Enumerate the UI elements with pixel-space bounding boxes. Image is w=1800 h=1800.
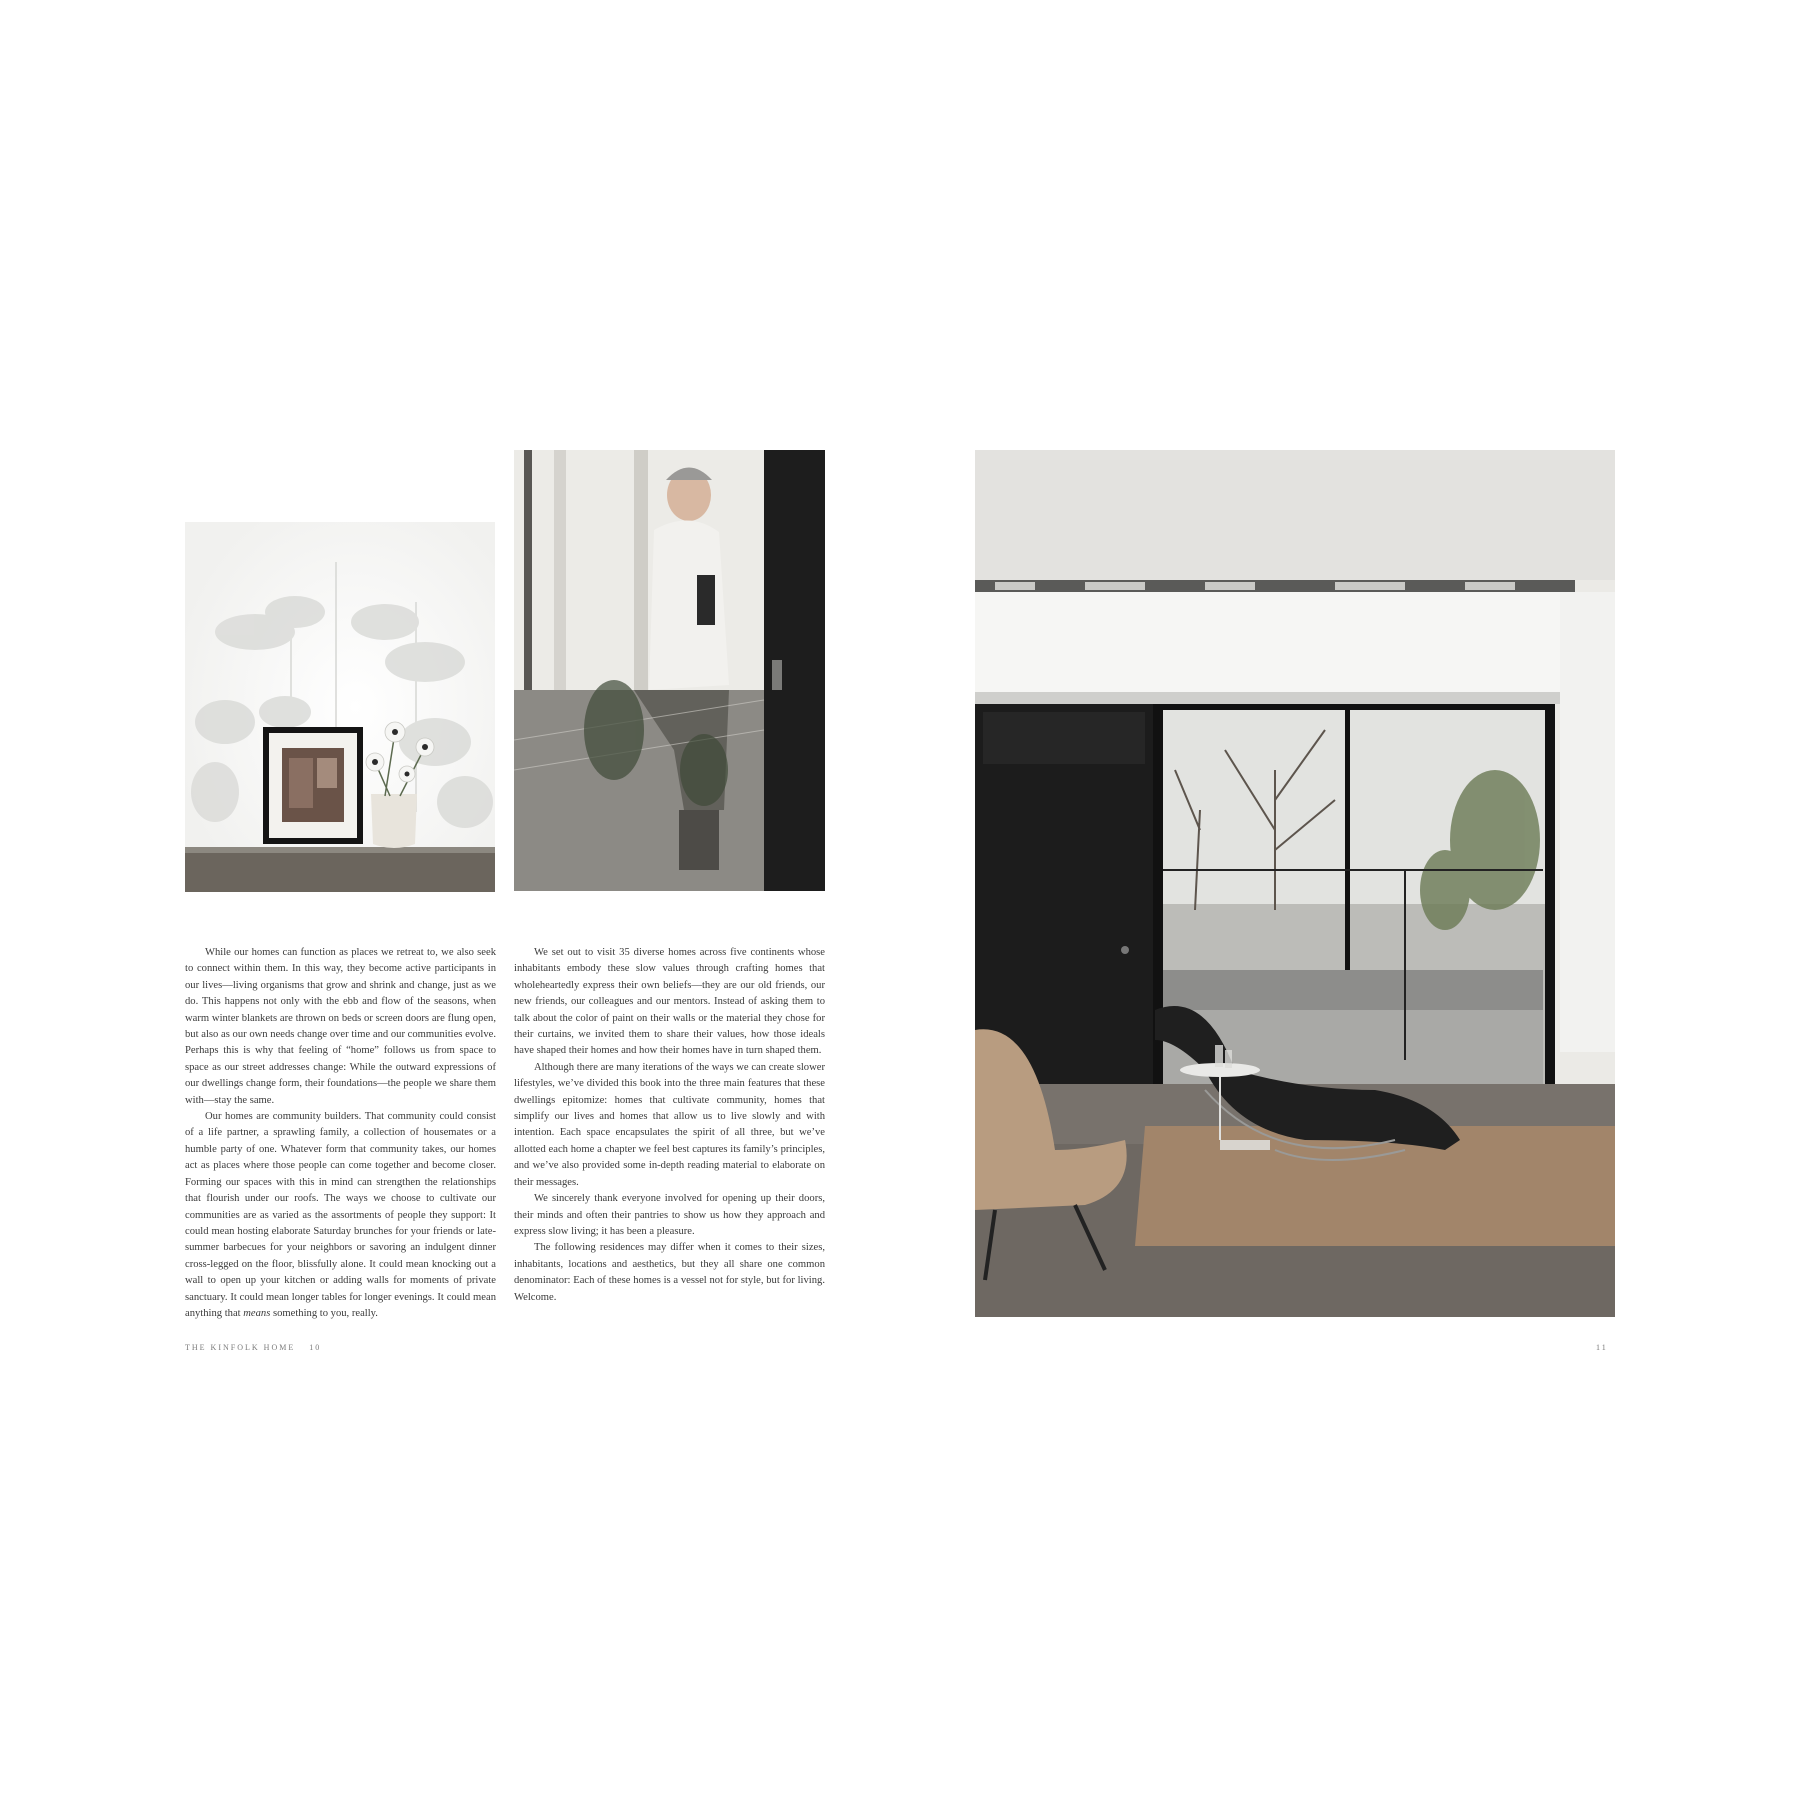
text-column-right — [514, 945, 825, 1306]
paragraph: The following residences may differ when it comes to their sizes, inhabitants, locations and aesthetics, but they all share one common denominator: Each of these homes is a vessel not for style, but for living. Welcome. — [514, 1242, 825, 1303]
interior-illustration — [975, 450, 1615, 1317]
paragraph: We sincerely thank everyone involved for opening up their doors, their minds and often their pantries to show us how they approach and express slow living; it has been a pleasure. — [514, 1193, 825, 1237]
page-number: 10 — [309, 1343, 322, 1352]
emphasis-text: means — [243, 1307, 271, 1319]
photo-still-life — [185, 522, 495, 892]
text-column-left — [185, 945, 496, 1322]
page-number: 11 — [1596, 1343, 1608, 1352]
running-title: THE KINFOLK HOME — [185, 1343, 296, 1352]
paragraph: Although there are many iterations of the ways we can create slower lifestyles, we’ve divided this book into the three main features that these dwellings epitomize: homes that cultivate community, homes that simplify our lives and homes that allow us to live slowly and with intention. Each space encapsulates the spirit of all three, but we’ve allotted each home a chapter we feel best captures its family’s principles, and we’ve also provided some in-depth reading material to elaborate on their messages. — [514, 1061, 825, 1188]
paragraph-text: something to you, really. — [270, 1307, 378, 1319]
man-at-door-illustration — [514, 450, 825, 891]
paragraph — [185, 1109, 496, 1322]
paragraph: While our homes can function as places we retreat to, we also seek to connect within them. In this way, they become active participants in our lives—living organisms that grow and shrink and change, just as we do. This happens not only with the ebb and flow of the seasons, when warm winter blankets are thrown on beds or screen doors are flung open, but also as our own needs change over time and our communities evolve. Perhaps this is why that feeling of “home” follows us from space to space as our street addresses change: While the outward expressions of our dwellings change form, their foundations—the people we share them with—stay the same. — [185, 947, 496, 1106]
photo-man-at-door — [514, 450, 825, 891]
folio-left — [185, 1343, 321, 1352]
still-life-illustration — [185, 522, 495, 892]
paragraph: We set out to visit 35 diverse homes across five continents whose inhabitants embody these slow values through crafting homes that wholeheartedly express their own beliefs—they are our old friends, our new friends, our colleagues and our mentors. Instead of asking them to talk about the color of paint on their walls or the material they chose for their curtains, we invited them to share their values, how those ideals have shaped their homes and how their homes have in turn shaped them. — [514, 947, 825, 1057]
paragraph-text: Our homes are community builders. That community could consist of a life partner, a sprawling family, a collection of housemates or a humble party of one. Whatever form that community takes, our homes act as places where those people can come together and become closer. Forming our spaces with this in mind can strengthen the relationships that flourish under our roofs. The ways we choose to cultivate our communities are as varied as the assortments of people they support: It could mean hosting elaborate Saturday brunches for your friends or late-summer barbecues for your neighbors or savoring an indulgent dinner cross-legged on the floor, blissfully alone. It could mean knocking out a wall to open up your kitchen or adding walls for moments of private sanctuary. It could mean longer tables for longer evenings. It could mean anything that — [185, 1111, 496, 1319]
folio-right — [1596, 1343, 1608, 1352]
photo-interior-lounge — [975, 450, 1615, 1317]
